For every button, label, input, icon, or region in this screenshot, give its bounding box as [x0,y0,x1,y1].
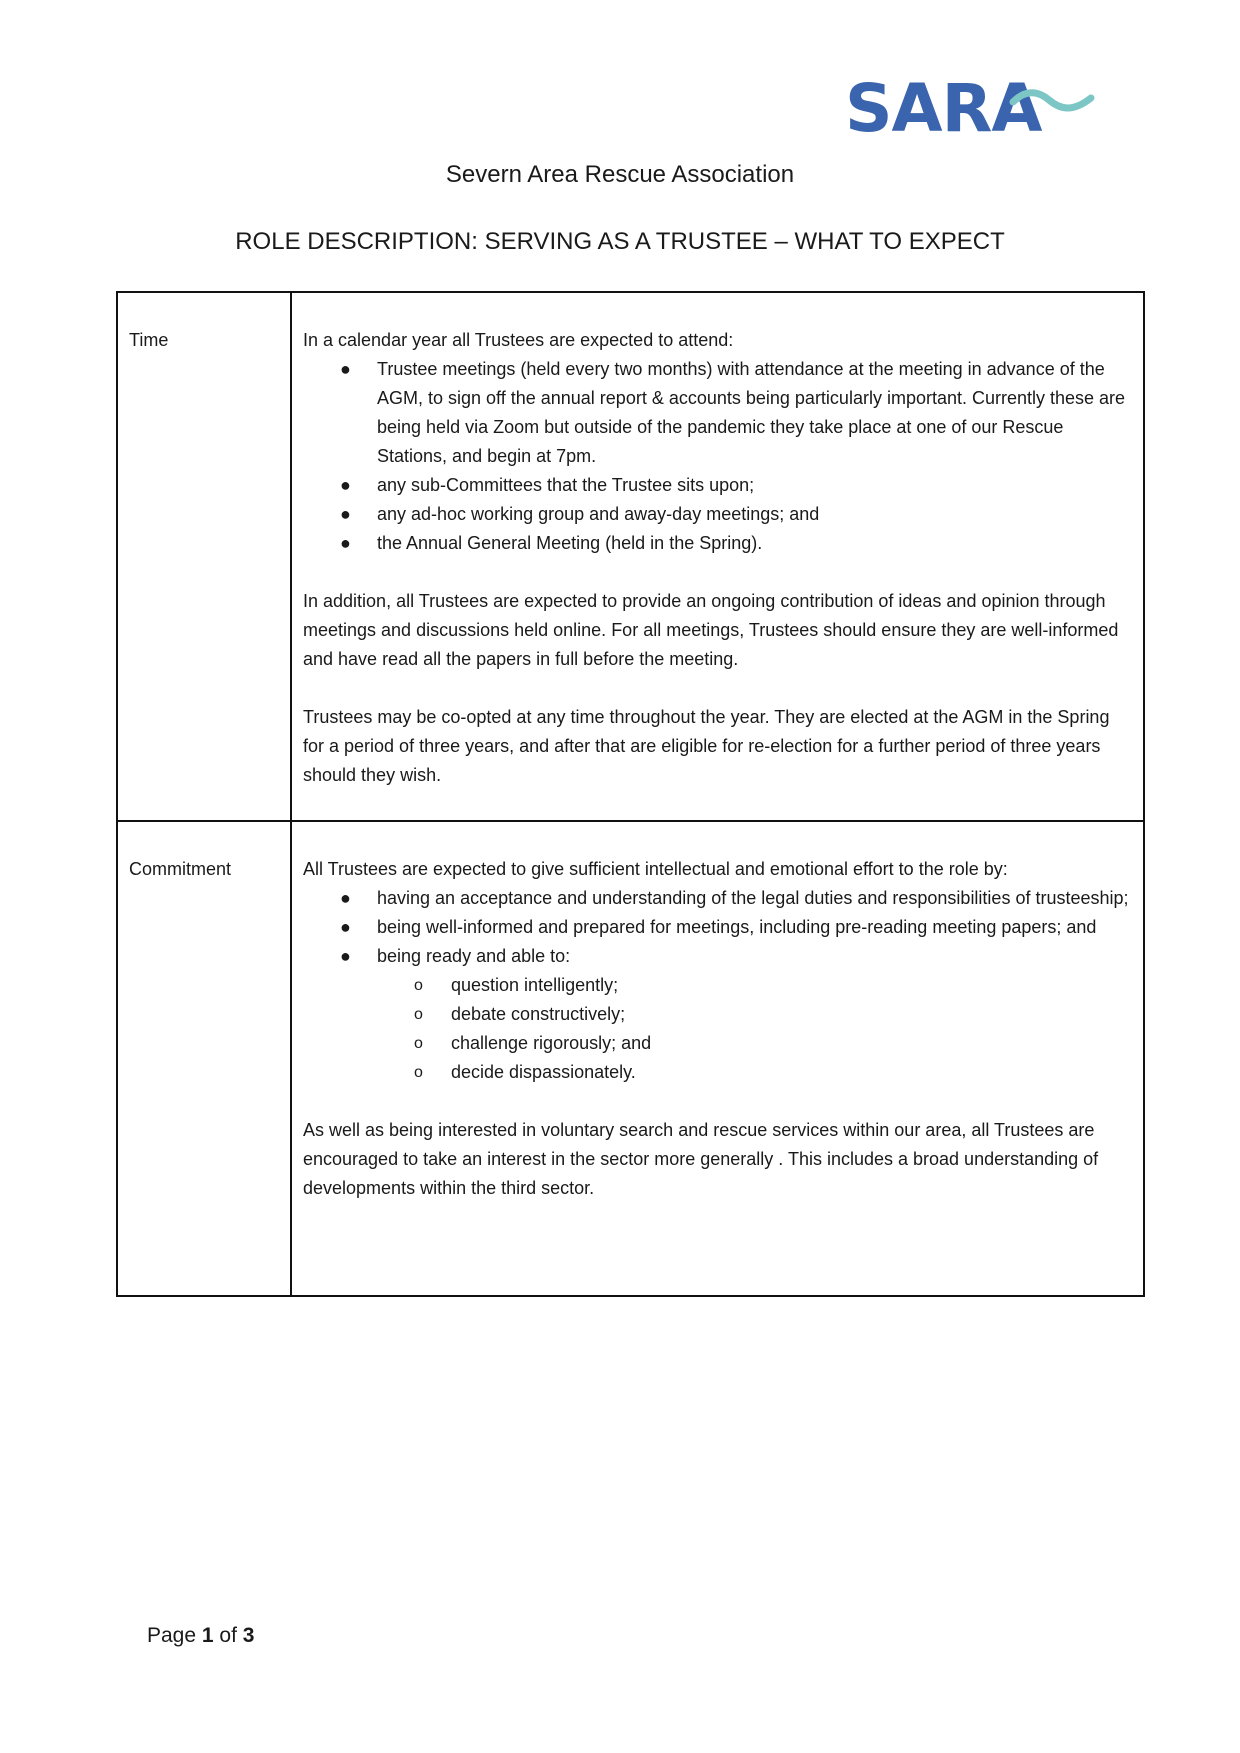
total-pages: 3 [242,1624,255,1647]
logo-text: SARA [845,70,1042,140]
row-label-time: Time [117,292,291,821]
document-title: ROLE DESCRIPTION: SERVING AS A TRUSTEE – WHAT TO EXPECT [235,228,1005,255]
circle-bullet-icon: o [414,977,423,994]
list-item: ● any sub-Committees that the Trustee sits upon; [303,471,1131,500]
list-item: ● having an acceptance and understanding of the legal duties and responsibilities of trusteeship; [303,884,1131,913]
row-content-commitment [291,821,1144,1296]
org-name: Severn Area Rescue Association [445,161,795,188]
time-paragraph-2: In addition, all Trustees are expected to provide an ongoing contribution of ideas and opinion through meetings and discussions held online. For all meetings, Trustees should ensure they are well-informed and have read all the papers in full before the meeting. [303,591,1119,669]
bullet-icon: ● [340,533,351,553]
row-label-commitment: Commitment [117,821,291,1296]
time-bullet-list [303,355,1131,558]
page-number: Page 1 of 3 [147,1624,255,1647]
table-row-commitment [117,821,1144,1296]
time-paragraph-3: Trustees may be co-opted at any time throughout the year. They are elected at the AGM in the Spring for a period of three years, and after that are eligible for re-election for a further period of three years should they wish. [303,707,1110,785]
current-page: 1 [201,1624,214,1647]
bullet-icon: ● [340,475,351,495]
commitment-sub-list [377,971,1131,1087]
row-content-time [291,292,1144,821]
sara-logo [845,70,1095,140]
role-table [116,291,1145,1297]
commitment-intro: All Trustees are expected to give sufficient intellectual and emotional effort to the role by: [303,859,1008,879]
list-item: o debate constructively; [377,1000,1131,1029]
list-item: o challenge rigorously; and [377,1029,1131,1058]
list-item: ● the Annual General Meeting (held in the Spring). [303,529,1131,558]
list-item: ● being ready and able to: o question intelligently; o debate constructively; o challenge rigorously; and o decide dispassionately. [303,942,1131,1087]
list-item: ● any ad-hoc working group and away-day meetings; and [303,500,1131,529]
circle-bullet-icon: o [414,1064,423,1081]
commitment-bullet-list [303,884,1131,1087]
time-intro: In a calendar year all Trustees are expected to attend: [303,330,734,350]
bullet-icon: ● [340,504,351,524]
list-item: o decide dispassionately. [377,1058,1131,1087]
list-item: ● being well-informed and prepared for meetings, including pre-reading meeting papers; and [303,913,1131,942]
circle-bullet-icon: o [414,1035,423,1052]
bullet-icon: ● [340,888,351,908]
list-item: o question intelligently; [377,971,1131,1000]
table-row-time [117,292,1144,821]
commitment-paragraph-2: As well as being interested in voluntary search and rescue services within our area, all Trustees are encouraged to take an interest in the sector more generally . This includes a broad understanding of developments within the third sector. [303,1120,1099,1198]
bullet-icon: ● [340,359,351,379]
bullet-icon: ● [340,946,351,966]
circle-bullet-icon: o [414,1006,423,1023]
bullet-icon: ● [340,917,351,937]
list-item: ● Trustee meetings (held every two months) with attendance at the meeting in advance of the AGM, to sign off the annual report & accounts being particularly important. Currently these are being held via Zoom but outside of the pandemic they take place at one of our Rescue Stations, and begin at 7pm. [303,355,1131,471]
